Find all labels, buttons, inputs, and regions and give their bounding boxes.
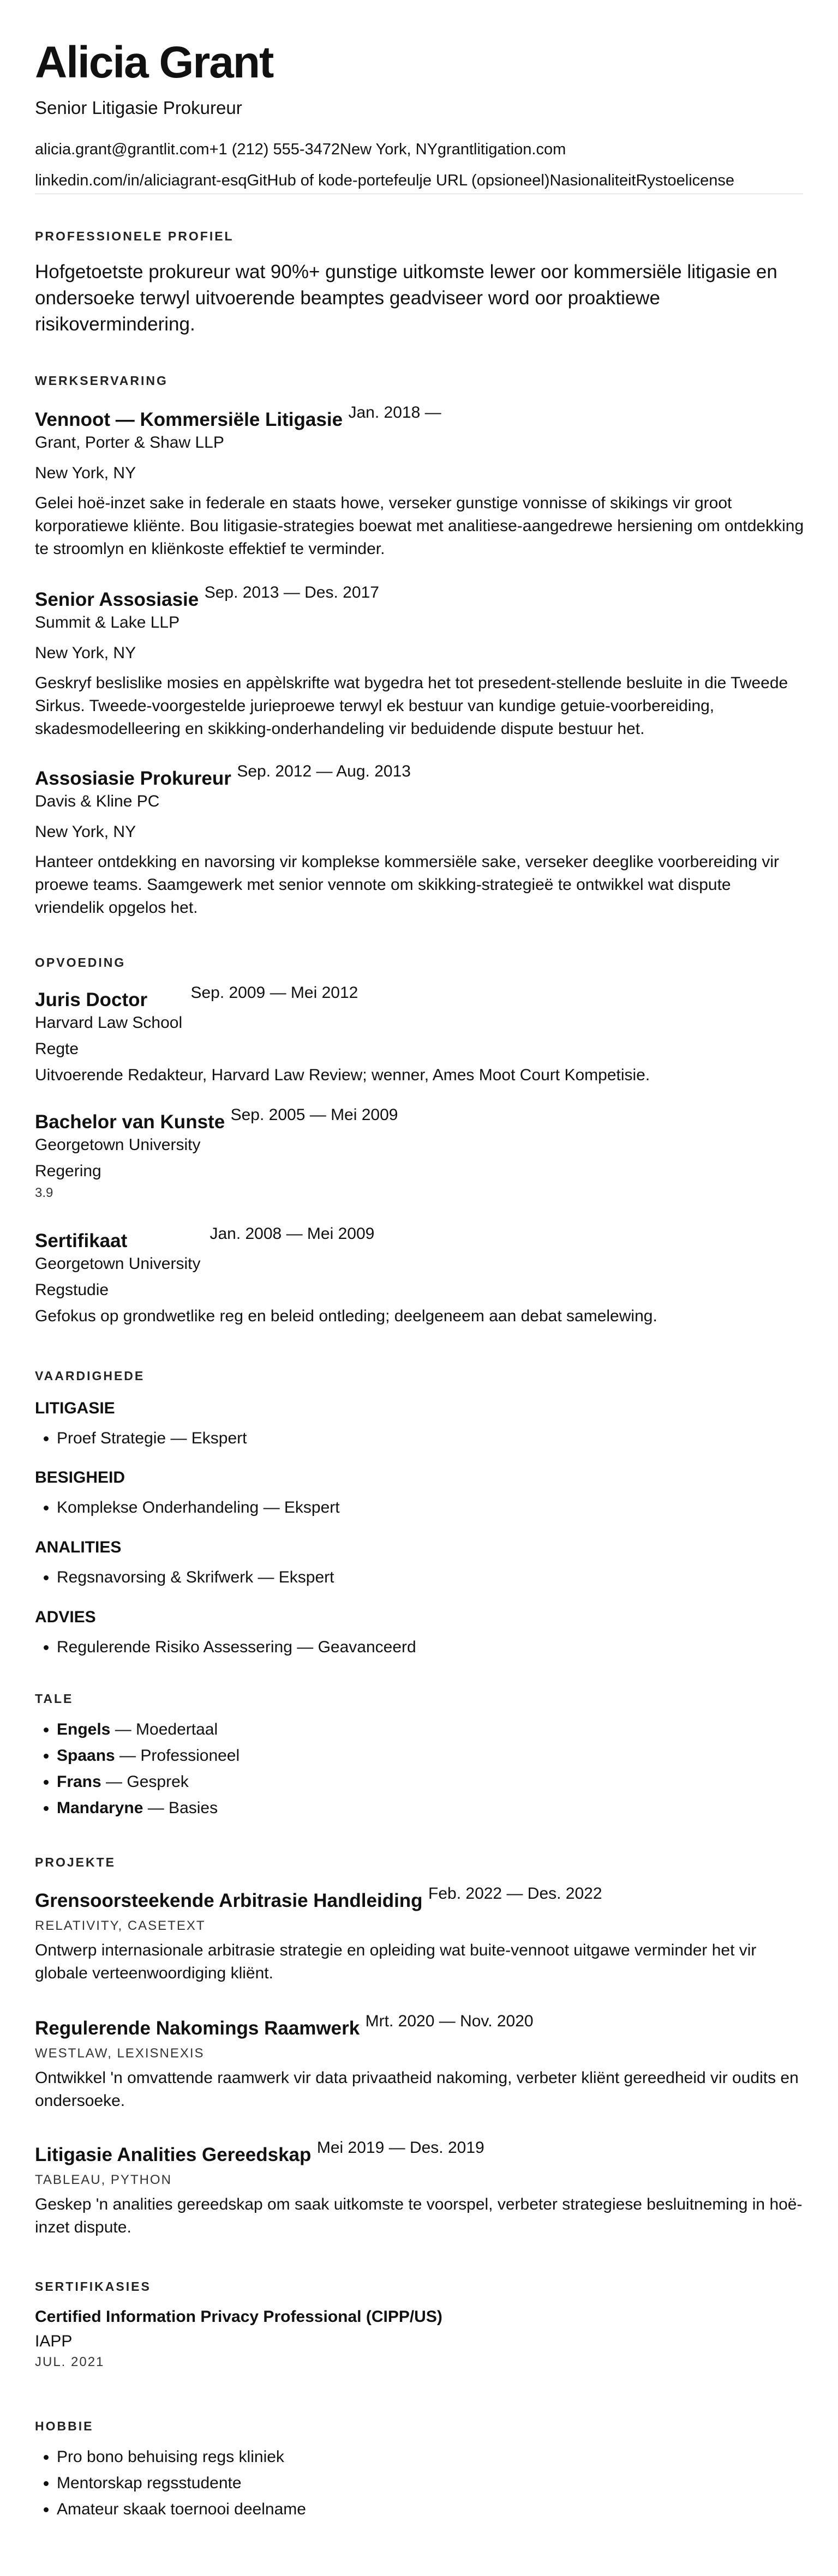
candidate-name: Alicia Grant: [35, 38, 273, 87]
section-title-hobbies: HOBBIE: [35, 2419, 94, 2433]
certification-name: Certified Information Privacy Professional (CIPP/US): [35, 2308, 442, 2326]
education-degree: Sertifikaat: [35, 1230, 128, 1251]
skill-list: [35, 1425, 247, 1452]
section-title-languages: TALE: [35, 1692, 74, 1706]
education-school: Harvard Law School: [35, 1014, 183, 1032]
experience-entry: [35, 404, 804, 561]
language-level: — Basies: [143, 1799, 218, 1817]
language-name: Frans: [57, 1773, 101, 1791]
hobby-item: • Pro bono behuising regs kliniek: [57, 2444, 306, 2470]
education-field: Regstudie: [35, 1281, 109, 1299]
hobby-item: • Amateur skaak toernooi deelname: [57, 2496, 306, 2523]
contact-row-secondary: linkedin.com/in/aliciagrant-esqGitHub of kode-portefeulje URL (opsioneel)NasionaliteitRystoelicense: [35, 172, 735, 189]
section-title-skills: VAARDIGHEDE: [35, 1369, 145, 1383]
language-item: [57, 1795, 240, 1821]
certification-entry: [35, 2308, 804, 2371]
language-list: [35, 1717, 240, 1821]
job-title: Senior Litigasie Prokureur: [35, 98, 242, 118]
section-title-education: OPVOEDING: [35, 955, 126, 970]
project-name: Grensoorsteekende Arbitrasie Handleiding: [35, 1890, 423, 1911]
skill-category: BESIGHEID: [35, 1468, 125, 1486]
skill-list: [35, 1495, 340, 1521]
project-entry: [35, 1885, 804, 1985]
project-entry: [35, 2139, 804, 2239]
project-description: Ontwikkel 'n omvattende raamwerk vir data privaatheid nakoming, verbeter kliënt gereedheid vir oudits en ondersoeke.: [35, 2069, 799, 2110]
language-level: — Gesprek: [101, 1773, 189, 1791]
project-tools: RELATIVITY, CASETEXT: [35, 1918, 206, 1933]
skill-category: LITIGASIE: [35, 1399, 115, 1417]
experience-company: Davis & Kline PC: [35, 792, 160, 810]
section-title-experience: WERKSERVARING: [35, 374, 168, 388]
education-note: Gefokus op grondwetlike reg en beleid ontleding; deelgeneem aan debat samelewing.: [35, 1307, 657, 1325]
experience-description: Gelei hoë-inzet sake in federale en staats howe, verseker gunstige vonnisse of skikings vir groot korporatiewe kliënte. Bou litigasie-strategies boewat met analitiese-aangedrewe hersiening om ontdekking te stroomlyn en kliënkoste effektief te verminder.: [35, 494, 804, 558]
contact-row-primary: alicia.grant@grantlit.com+1 (212) 555-3472New York, NYgrantlitigation.com: [35, 141, 566, 158]
education-dates: Jan. 2008 — Mei 2009: [210, 1225, 375, 1243]
project-dates: Mei 2019 — Des. 2019: [316, 2139, 484, 2157]
skill-category: ANALITIES: [35, 1538, 122, 1556]
project-name: Litigasie Analities Gereedskap: [35, 2144, 312, 2165]
education-entry: [35, 1225, 804, 1327]
experience-company: Summit & Lake LLP: [35, 613, 180, 631]
project-entry: [35, 2012, 804, 2112]
certification-date: JUL. 2021: [35, 2355, 105, 2369]
hobby-item: • Mentorskap regsstudente: [57, 2470, 306, 2496]
experience-role: Vennoot — Kommersiële Litigasie: [35, 409, 343, 430]
skill-item: • Regsnavorsing & Skrifwerk — Ekspert: [57, 1564, 334, 1591]
experience-dates: Jan. 2018 —: [348, 404, 441, 422]
project-dates: Mrt. 2020 — Nov. 2020: [365, 2012, 534, 2030]
education-school: Georgetown University: [35, 1136, 201, 1154]
language-name: Spaans: [57, 1747, 115, 1765]
language-item: [57, 1743, 240, 1769]
experience-location: New York, NY: [35, 823, 136, 841]
education-field: Regering: [35, 1162, 101, 1180]
education-field: Regte: [35, 1040, 79, 1058]
language-level: — Professioneel: [115, 1747, 240, 1765]
project-description: Geskep 'n analities gereedskap om saak uitkomste te voorspel, verbeter strategiese besluitneming in hoë-inzet dispute.: [35, 2195, 803, 2236]
education-degree: Bachelor van Kunste: [35, 1111, 225, 1133]
certification-issuer: IAPP: [35, 2332, 73, 2350]
education-gpa: 3.9: [35, 1185, 53, 1200]
education-entry: [35, 984, 804, 1086]
education-dates: Sep. 2009 — Mei 2012: [190, 984, 358, 1002]
language-name: Engels: [57, 1720, 111, 1738]
education-degree: Juris Doctor: [35, 989, 148, 1010]
section-title-projects: PROJEKTE: [35, 1855, 116, 1869]
skill-item: • Regulerende Risiko Assessering — Geavanceerd: [57, 1634, 416, 1660]
project-name: Regulerende Nakomings Raamwerk: [35, 2018, 360, 2039]
section-title-certifications: SERTIFIKASIES: [35, 2279, 151, 2294]
language-name: Mandaryne: [57, 1799, 143, 1817]
language-item: [57, 1769, 240, 1795]
section-title-profile: PROFESSIONELE PROFIEL: [35, 229, 234, 243]
skill-list: [35, 1564, 334, 1591]
skill-category: ADVIES: [35, 1608, 96, 1626]
experience-location: New York, NY: [35, 464, 136, 482]
skill-item: • Proef Strategie — Ekspert: [57, 1425, 247, 1452]
project-dates: Feb. 2022 — Des. 2022: [428, 1885, 602, 1903]
experience-role: Senior Assosiasie: [35, 589, 199, 610]
education-dates: Sep. 2005 — Mei 2009: [230, 1106, 398, 1124]
project-tools: WESTLAW, LEXISNEXIS: [35, 2046, 205, 2061]
experience-location: New York, NY: [35, 644, 136, 662]
experience-dates: Sep. 2012 — Aug. 2013: [237, 762, 411, 780]
skill-item: • Komplekse Onderhandeling — Ekspert: [57, 1495, 340, 1521]
experience-description: Geskryf beslislike mosies en appèlskrifte wat bygedra het tot presedent-stellende besluite in die Tweede Sirkus. Tweede-voorgestelde jurieproewe terwyl ek bestuur van kundige getuie-voorbereiding, skadesmodelleering en skikking-onderhandeling vir beduidende dispute bestuur het.: [35, 674, 788, 738]
experience-entry: [35, 762, 804, 919]
profile-summary: Hofgetoetste prokureur wat 90%+ gunstige uitkomste lewer oor kommersiële litigasie en ondersoeke terwyl uitvoerende beamptes geadviseer word oor proaktiewe risikovermindering.: [35, 261, 777, 335]
education-entry: [35, 1106, 804, 1202]
skill-list: [35, 1634, 416, 1660]
language-item: [57, 1717, 240, 1743]
experience-dates: Sep. 2013 — Des. 2017: [204, 583, 379, 601]
hobby-list: [35, 2444, 306, 2523]
experience-company: Grant, Porter & Shaw LLP: [35, 434, 224, 452]
education-school: Georgetown University: [35, 1255, 201, 1273]
experience-role: Assosiasie Prokureur: [35, 768, 231, 789]
language-level: — Moedertaal: [110, 1720, 218, 1738]
project-tools: TABLEAU, PYTHON: [35, 2172, 172, 2187]
project-description: Ontwerp internasionale arbitrasie strategie en opleiding wat buite-vennoot uitgawe verminder het vir globale verteenwoordiging kliënt.: [35, 1941, 757, 1982]
experience-entry: [35, 583, 804, 741]
education-note: Uitvoerende Redakteur, Harvard Law Review; wenner, Ames Moot Court Kompetisie.: [35, 1066, 650, 1084]
experience-description: Hanteer ontdekking en navorsing vir komplekse kommersiële sake, verseker deeglike voorbereiding vir proewe teams. Saamgewerk met senior vennote om skikking-strategieë te ontwikkel wat dispute vriendelik opgelos het.: [35, 853, 779, 917]
